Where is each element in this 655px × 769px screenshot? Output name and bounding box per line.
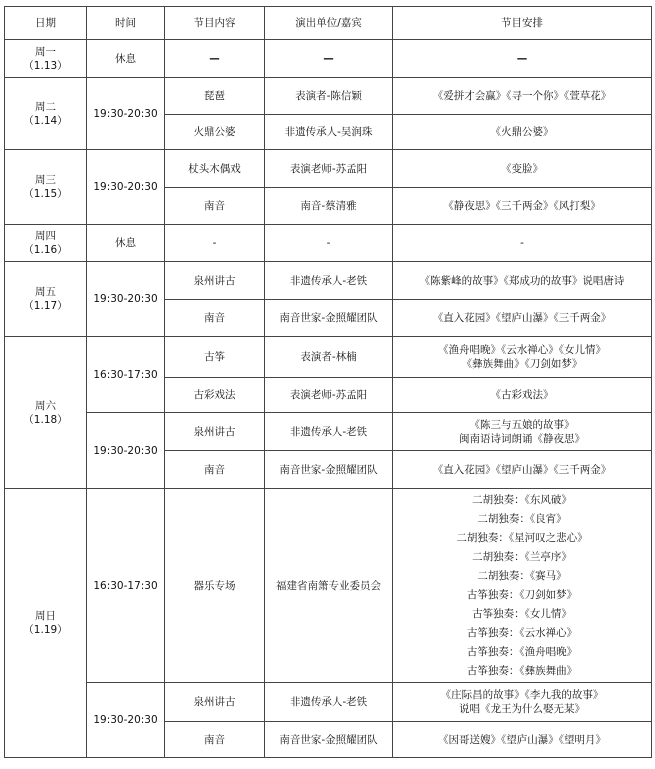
time-label: 16:30-17:30 xyxy=(93,368,158,381)
day-label: 周一 xyxy=(35,45,56,58)
time-label: 19:30-20:30 xyxy=(93,107,158,120)
performer-cell xyxy=(265,300,393,337)
program-type: 泉州讲古 xyxy=(193,696,236,708)
performer-cell xyxy=(265,78,393,115)
program-cell xyxy=(393,78,652,115)
program-line: 二胡独奏：《兰亭序》 xyxy=(472,550,572,563)
program-line: 古筝独奏：《女儿情》 xyxy=(472,607,572,620)
program-type: 杖头木偶戏 xyxy=(188,162,241,175)
day-date: （1.14） xyxy=(23,114,68,127)
program-type: 泉州讲古 xyxy=(193,425,236,438)
program-cell xyxy=(393,262,652,300)
performer-name: — xyxy=(323,52,334,65)
content-cell xyxy=(165,225,265,262)
time-cell xyxy=(87,489,165,683)
day-date: （1.17） xyxy=(23,300,68,312)
program-type: 器乐专场 xyxy=(193,579,236,592)
date-cell xyxy=(5,78,87,150)
program-line: 古筝独奏：《彝族舞曲》 xyxy=(466,664,578,677)
time-label: 19:30-20:30 xyxy=(93,444,158,457)
header-content: 节目内容 xyxy=(165,7,265,40)
program-type: 南音 xyxy=(204,463,225,476)
performer-cell xyxy=(265,378,393,413)
program-line: 《陈紫峰的故事》《郑成功的故事》说唱唐诗 xyxy=(419,274,625,287)
program-cell xyxy=(393,115,652,150)
header-date: 日期 xyxy=(5,7,87,40)
performer-name: 南音世家-金照耀团队 xyxy=(279,312,378,324)
content-cell xyxy=(165,337,265,378)
schedule-row xyxy=(5,78,652,115)
content-cell xyxy=(165,451,265,489)
program-cell xyxy=(393,188,652,225)
content-cell xyxy=(165,40,265,78)
time-cell xyxy=(87,78,165,150)
content-cell xyxy=(165,413,265,451)
time-label: 休息 xyxy=(115,52,136,65)
program-type: — xyxy=(209,52,220,65)
program-line: 《火鼎公婆》 xyxy=(490,126,554,138)
performer-cell xyxy=(265,40,393,78)
performer-name: 表演者-陈信颖 xyxy=(295,90,362,102)
header-program: 节目安排 xyxy=(393,7,652,40)
program-type: 南音 xyxy=(204,312,225,324)
time-label: 19:30-20:30 xyxy=(93,181,158,193)
day-date: （1.18） xyxy=(23,413,68,426)
program-line: 古筝独奏：《渔舟唱晚》 xyxy=(466,645,578,658)
schedule-row xyxy=(5,489,652,683)
schedule-row xyxy=(5,337,652,378)
program-line: 二胡独奏：《赛马》 xyxy=(477,569,567,582)
time-label: 19:30-20:30 xyxy=(93,293,158,305)
schedule-table xyxy=(4,6,652,758)
content-cell xyxy=(165,300,265,337)
performer-name: - xyxy=(326,237,331,249)
day-date: （1.15） xyxy=(23,188,68,200)
program-cell xyxy=(393,40,652,78)
performer-name: 非遗传承人-老铁 xyxy=(289,274,368,287)
time-cell xyxy=(87,683,165,758)
schedule-row xyxy=(5,683,652,722)
performer-name: 表演老师-苏孟阳 xyxy=(289,162,368,175)
program-line: 《爱拼才会赢》《寻一个你》《萱草花》 xyxy=(432,90,612,102)
program-line: 二胡独奏：《良宵》 xyxy=(477,512,567,525)
program-cell xyxy=(393,722,652,758)
content-cell xyxy=(165,188,265,225)
content-cell xyxy=(165,489,265,683)
program-line: 二胡独奏：《东风破》 xyxy=(472,493,572,506)
header-row xyxy=(5,7,652,40)
program-type: 火鼎公婆 xyxy=(193,126,236,138)
schedule-row xyxy=(5,262,652,300)
performer-name: 非遗传承人-老铁 xyxy=(289,696,368,708)
program-line: 《因哥送嫂》《望庐山瀑》《望明月》 xyxy=(438,733,606,746)
day-label: 周五 xyxy=(35,286,56,298)
time-label: 19:30-20:30 xyxy=(93,714,158,726)
program-type: 泉州讲古 xyxy=(193,274,236,287)
program-cell xyxy=(393,378,652,413)
content-cell xyxy=(165,115,265,150)
program-line: 古筝独奏：《云水禅心》 xyxy=(466,626,578,639)
performer-name: 非遗传承人-吴润珠 xyxy=(284,126,373,138)
program-line: 二胡独奏：《星河叹之悲心》 xyxy=(456,531,588,544)
day-label: 周三 xyxy=(35,174,56,186)
program-type: 南音 xyxy=(204,733,225,746)
program-line: 《直入花园》《望庐山瀑》《三千两金》 xyxy=(432,463,612,476)
time-cell xyxy=(87,337,165,413)
performer-name: 南音-蔡清雅 xyxy=(300,200,357,212)
date-cell xyxy=(5,337,87,489)
performer-name: 南音世家-金照耀团队 xyxy=(279,463,378,476)
program-line: 《变脸》 xyxy=(501,162,543,175)
program-type: - xyxy=(212,237,217,249)
date-cell xyxy=(5,40,87,78)
schedule-row xyxy=(5,225,652,262)
performer-cell xyxy=(265,225,393,262)
day-label: 周日 xyxy=(35,610,56,622)
time-cell xyxy=(87,262,165,337)
content-cell xyxy=(165,722,265,758)
performer-cell xyxy=(265,150,393,188)
program-type: 古彩戏法 xyxy=(193,389,236,401)
program-cell xyxy=(393,150,652,188)
program-cell xyxy=(393,451,652,489)
program-cell xyxy=(393,337,652,378)
content-cell xyxy=(165,378,265,413)
program-type: 古筝 xyxy=(204,351,225,363)
time-label: 休息 xyxy=(115,237,136,249)
program-line: 《古彩戏法》 xyxy=(490,389,554,401)
program-cell xyxy=(393,683,652,722)
day-date: （1.13） xyxy=(23,59,68,72)
program-line: 《陈三与五娘的故事》 xyxy=(469,418,575,431)
program-cell xyxy=(393,300,652,337)
program-line: 《彝族舞曲》《刀剑如梦》 xyxy=(461,358,583,370)
schedule-row xyxy=(5,40,652,78)
program-type: 南音 xyxy=(204,200,225,212)
date-cell xyxy=(5,225,87,262)
day-label: 周二 xyxy=(35,100,56,113)
program-line: 说唱《龙王为什么娶无某》 xyxy=(459,703,585,715)
program-line: 《渔舟唱晚》《云水禅心》《女儿情》 xyxy=(438,344,606,356)
content-cell xyxy=(165,150,265,188)
performer-cell xyxy=(265,413,393,451)
performer-name: 南音世家-金照耀团队 xyxy=(279,733,378,746)
performer-cell xyxy=(265,683,393,722)
program-line: 古筝独奏：《刀剑如梦》 xyxy=(466,588,578,601)
performer-cell xyxy=(265,262,393,300)
program-line: 闽南语诗词朗诵《静夜思》 xyxy=(459,432,585,445)
program-line: - xyxy=(520,237,524,249)
performer-name: 福建省南箫专业委员会 xyxy=(276,579,381,592)
program-type: 琵琶 xyxy=(204,90,225,102)
program-cell xyxy=(393,489,652,683)
time-cell xyxy=(87,413,165,489)
program-line: 《直入花园》《望庐山瀑》《三千两金》 xyxy=(432,312,612,324)
date-cell xyxy=(5,262,87,337)
day-date: （1.19） xyxy=(23,624,68,636)
date-cell xyxy=(5,150,87,225)
program-line: — xyxy=(516,52,528,65)
performer-name: 非遗传承人-老铁 xyxy=(289,425,368,438)
header-performer: 演出单位/嘉宾 xyxy=(265,7,393,40)
header-time: 时间 xyxy=(87,7,165,40)
time-cell xyxy=(87,150,165,225)
performer-name: 表演老师-苏孟阳 xyxy=(289,389,368,401)
performer-cell xyxy=(265,115,393,150)
time-cell xyxy=(87,40,165,78)
day-label: 周六 xyxy=(35,399,56,412)
performer-name: 表演者-林楠 xyxy=(300,351,357,363)
day-date: （1.16） xyxy=(23,244,68,256)
program-cell xyxy=(393,413,652,451)
performer-cell xyxy=(265,451,393,489)
performer-cell xyxy=(265,188,393,225)
schedule-row xyxy=(5,150,652,188)
content-cell xyxy=(165,78,265,115)
schedule-row xyxy=(5,413,652,451)
content-cell xyxy=(165,262,265,300)
program-cell xyxy=(393,225,652,262)
date-cell xyxy=(5,489,87,758)
performer-cell xyxy=(265,489,393,683)
content-cell xyxy=(165,683,265,722)
program-line: 《庄际昌的故事》《李九我的故事》 xyxy=(440,689,604,701)
time-cell xyxy=(87,225,165,262)
schedule-body xyxy=(5,40,652,758)
day-label: 周四 xyxy=(35,230,56,242)
performer-cell xyxy=(265,722,393,758)
program-line: 《静夜思》《三千两金》《风打梨》 xyxy=(443,200,601,212)
time-label: 16:30-17:30 xyxy=(93,579,158,592)
performer-cell xyxy=(265,337,393,378)
